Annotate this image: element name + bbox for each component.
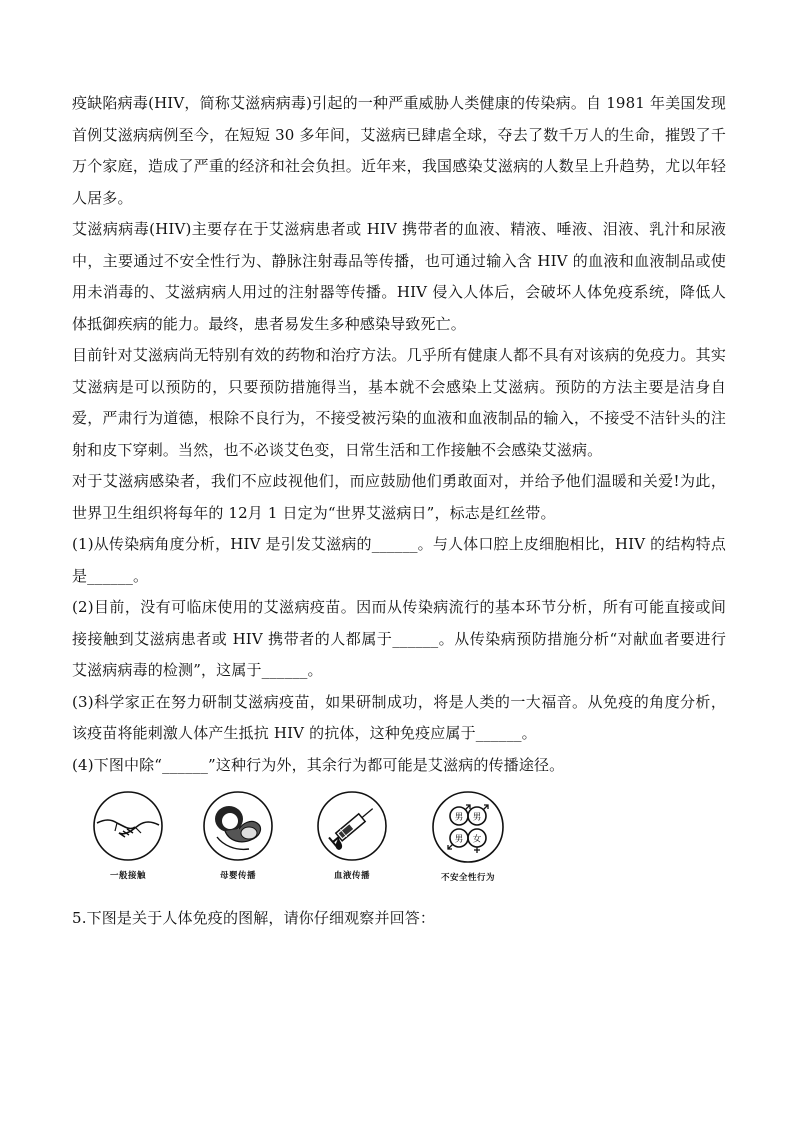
figure-caption: 一般接触: [109, 871, 146, 881]
question-1: (1)从传染病角度分析，HIV 是引发艾滋病的______。与人体口腔上皮细胞相比，HIV 的结构特点是______。: [72, 535, 726, 585]
paragraph-transmission: 艾滋病病毒(HIV)主要存在于艾滋病患者或 HIV 携带者的血液、精液、唾液、泪液、乳汁和尿液中，主要通过不安全性行为、静脉注射毒品等传播，也可通过输入含 HIV 的血液和血液制品或使用未消毒的、艾滋病病人用过的注射器等传播。HIV 侵入人体后，会破坏人体免疫系统，降低人体抵御疾病的能力。最终，患者易发生多种感染导致死亡。: [72, 220, 726, 333]
unsafe-sex-icon: [428, 789, 508, 865]
mother-infant-icon: [199, 789, 277, 863]
question-5-heading: 5.下图是关于人体免疫的图解，请你仔细观察并回答：: [72, 909, 436, 927]
question-2: (2)目前，没有可临床使用的艾滋病疫苗。因而从传染病流行的基本环节分析，所有可能直接或间接接触到艾滋病患者或 HIV 携带者的人都属于______。从传染病预防措施分析“对献血者要进行艾滋病病毒的检测”，这属于______。: [72, 598, 726, 679]
symbol-label: 女: [472, 834, 482, 845]
symbol-label: 男: [454, 812, 464, 823]
figure-caption: 血液传播: [333, 871, 370, 881]
figure-caption: 不安全性行为: [440, 873, 495, 883]
figure-blood: [292, 789, 412, 881]
paragraph-intro: 疫缺陷病毒(HIV，简称艾滋病病毒)引起的一种严重威胁人类健康的传染病。自 1981 年美国发现首例艾滋病病例至今，在短短 30 多年间，艾滋病已肆虐全球，夺去了数千万人的生命，摧毁了千万个家庭，造成了严重的经济和社会负担。近年来，我国感染艾滋病的人数呈上升趋势，尤以年轻人居多。: [72, 94, 726, 207]
figure-general-contact: [68, 789, 188, 881]
figure-mother-infant: [178, 789, 298, 881]
paragraph-prevention: 目前针对艾滋病尚无特别有效的药物和治疗方法。几乎所有健康人都不具有对该病的免疫力。其实艾滋病是可以预防的，只要预防措施得当，基本就不会感染上艾滋病。预防的方法主要是洁身自爱，严肃行为道德，根除不良行为，不接受被污染的血液和血液制品的输入，不接受不洁针头的注射和皮下穿刺。当然，也不必谈艾色变，日常生活和工作接触不会感染艾滋病。: [72, 346, 726, 459]
question-4: (4)下图中除“______”这种行为外，其余行为都可能是艾滋病的传播途径。: [72, 755, 565, 774]
symbol-label: 男: [454, 834, 464, 845]
syringe-icon: [313, 789, 391, 863]
document-body: [72, 88, 726, 935]
symbol-label: 男: [472, 812, 482, 823]
handshake-icon: [89, 789, 167, 863]
figure-unsafe-sex: [408, 789, 528, 883]
paragraph-care: 对于艾滋病感染者，我们不应歧视他们，而应鼓励他们勇敢面对，并给予他们温暖和关爱!为此，世界卫生组织将每年的 12月 1 日定为“世界艾滋病日”，标志是红丝带。: [72, 472, 726, 522]
question-3: (3)科学家正在努力研制艾滋病疫苗，如果研制成功，将是人类的一大福音。从免疫的角度分析，该疫苗将能刺激人体产生抵抗 HIV 的抗体，这种免疫应属于______。: [72, 692, 726, 742]
transmission-figure-row: [72, 789, 726, 899]
figure-caption: 母婴传播: [219, 871, 256, 881]
